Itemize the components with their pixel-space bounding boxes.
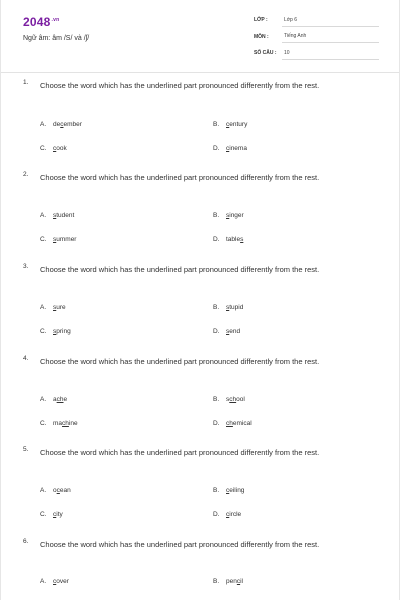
- option-c[interactable]: C. summer: [40, 236, 77, 243]
- option-a[interactable]: A. ache: [40, 396, 68, 403]
- question-text: Choose the word which has the underlined part pronounced differently from the rest.: [40, 265, 320, 274]
- question-number: 6.: [23, 538, 29, 545]
- option-b[interactable]: B. pencil: [213, 578, 243, 585]
- site-logo[interactable]: [23, 15, 59, 29]
- meta-class-row: [254, 13, 379, 27]
- question-text: Choose the word which has the underlined part pronounced differently from the rest.: [40, 357, 320, 366]
- question-text: Choose the word which has the underlined part pronounced differently from the rest.: [40, 540, 320, 549]
- meta-count-label: SỐ CÂU :: [254, 50, 277, 56]
- meta-subject-label: MÔN :: [254, 33, 269, 40]
- worksheet-subtitle: Ngữ âm: âm /S/ và /ʃ/: [23, 35, 90, 42]
- option-a[interactable]: A. december: [40, 121, 82, 128]
- meta-class-label: LỚP :: [254, 17, 268, 23]
- meta-count-value: 10: [282, 47, 379, 60]
- option-c[interactable]: C. machine: [40, 420, 78, 427]
- option-c[interactable]: C. cook: [40, 145, 67, 152]
- question-number: 4.: [23, 355, 29, 362]
- option-a[interactable]: A. cover: [40, 578, 69, 585]
- option-a[interactable]: A. student: [40, 212, 75, 219]
- option-b[interactable]: B. ceiling: [213, 487, 245, 494]
- question-number: 5.: [23, 446, 29, 453]
- option-d[interactable]: D. chemical: [213, 420, 252, 427]
- option-d[interactable]: D. tables: [213, 236, 244, 243]
- option-a[interactable]: A. sure: [40, 304, 66, 311]
- option-b[interactable]: B. century: [213, 121, 248, 128]
- logo-suffix: .vn: [51, 17, 60, 23]
- worksheet-header: [1, 0, 399, 73]
- question-text: Choose the word which has the underlined part pronounced differently from the rest.: [40, 173, 320, 182]
- question-number: 1.: [23, 79, 29, 86]
- logo-text: 2048: [23, 15, 51, 29]
- option-c[interactable]: C. city: [40, 511, 63, 518]
- meta-class-value: Lớp 6: [282, 14, 379, 27]
- question-text: Choose the word which has the underlined part pronounced differently from the rest.: [40, 448, 320, 457]
- meta-subject-value: Tiếng Anh: [282, 30, 379, 43]
- question-text: Choose the word which has the underlined part pronounced differently from the rest.: [40, 81, 320, 90]
- option-b[interactable]: B. stupid: [213, 304, 244, 311]
- worksheet-meta: [254, 13, 379, 63]
- option-c[interactable]: C. spring: [40, 328, 71, 335]
- option-d[interactable]: D. cinema: [213, 145, 247, 152]
- question-number: 2.: [23, 171, 29, 178]
- option-d[interactable]: D. circle: [213, 511, 242, 518]
- meta-count-row: [254, 46, 379, 60]
- question-number: 3.: [23, 263, 29, 270]
- meta-subject-row: [254, 30, 379, 44]
- option-d[interactable]: D. send: [213, 328, 241, 335]
- option-b[interactable]: B. school: [213, 396, 245, 403]
- option-a[interactable]: A. ocean: [40, 487, 71, 494]
- option-b[interactable]: B. singer: [213, 212, 244, 219]
